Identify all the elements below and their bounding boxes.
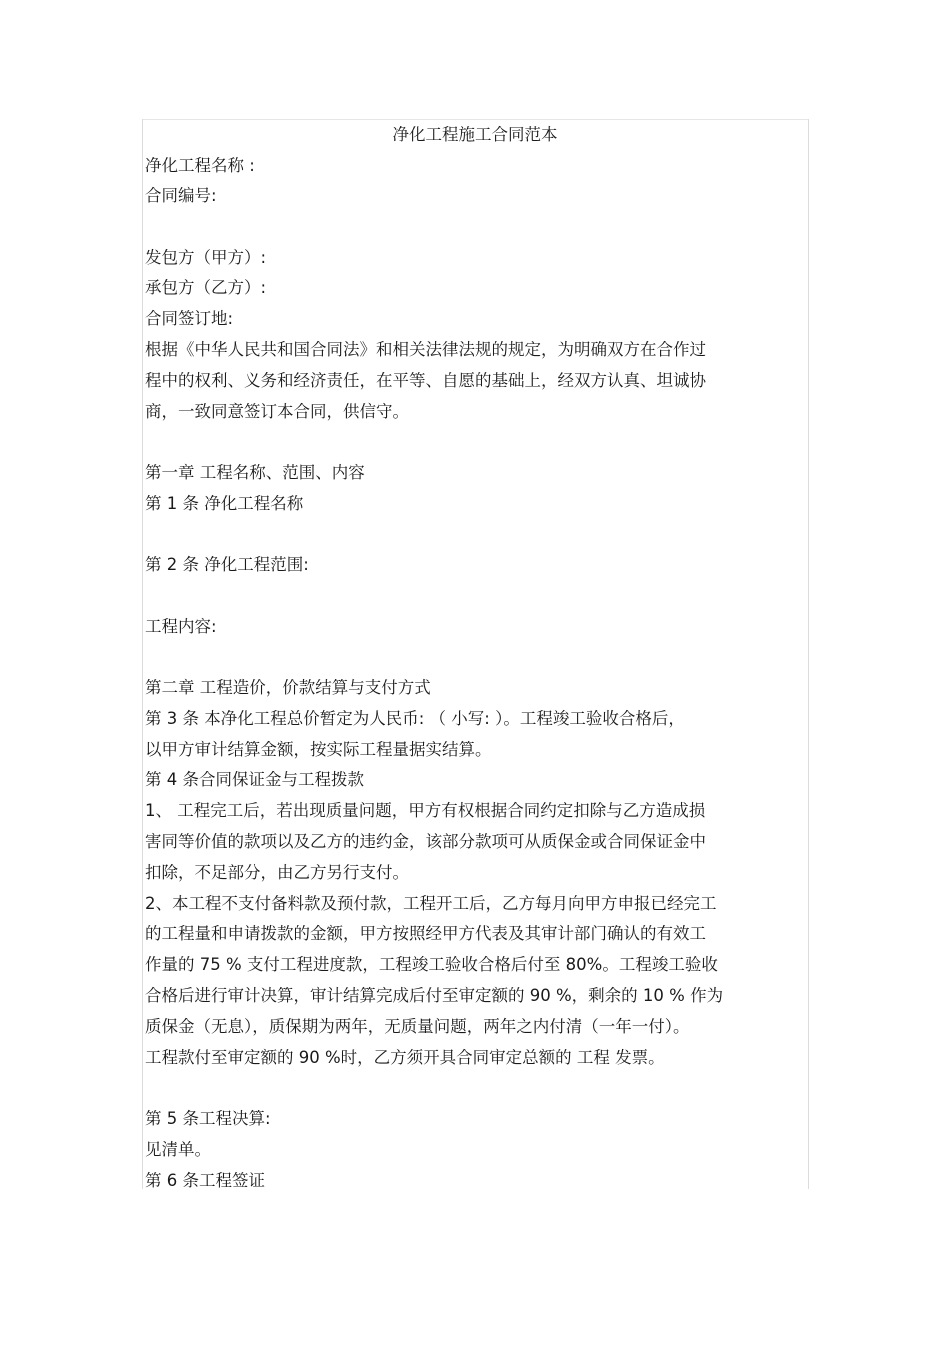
field-party-b: 承包方（乙方）: [145, 278, 267, 297]
clause-2-line: 质保金（无息），质保期为两年，无质量问题，两年之内付清（一年一付）。 [145, 1017, 690, 1036]
clause-2-line: 作量的 75 % 支付工程进度款，工程竣工验收合格后付至 80%。工程竣工验收 [145, 955, 718, 974]
preamble-line: 根据《中华人民共和国合同法》和相关法律法规的规定，为明确双方在合作过 [145, 340, 706, 359]
article-3-line: 第 3 条 本净化工程总价暂定为人民币: （ 小写: ）。工程竣工验收合格后， [145, 709, 685, 728]
field-signing-place: 合同签订地: [145, 309, 234, 328]
field-contract-number: 合同编号: [145, 186, 217, 205]
clause-2-line: 2、本工程不支付备料款及预付款，工程开工后，乙方每月向甲方申报已经完工 [145, 894, 717, 913]
clause-2-line: 工程款付至审定额的 90 %时，乙方须开具合同审定总额的 工程 发票。 [145, 1048, 665, 1067]
field-project-name: 净化工程名称 : [145, 156, 255, 175]
article-6-heading: 第 6 条工程签证 [145, 1171, 265, 1190]
clause-2-line: 的工程量和申请拨款的金额，甲方按照经甲方代表及其审计部门确认的有效工 [145, 924, 706, 943]
article-2: 第 2 条 净化工程范围: [145, 555, 309, 574]
article-1: 第 1 条 净化工程名称 [145, 494, 304, 513]
article-5-content: 见清单。 [145, 1140, 211, 1159]
clause-1-line: 扣除，不足部分，由乙方另行支付。 [145, 863, 409, 882]
article-4-heading: 第 4 条合同保证金与工程拨款 [145, 770, 364, 789]
chapter-2-heading: 第二章 工程造价，价款结算与支付方式 [145, 678, 431, 697]
article-5-heading: 第 5 条工程决算: [145, 1109, 271, 1128]
chapter-1-heading: 第一章 工程名称、范围、内容 [145, 463, 365, 482]
clause-1-line: 1、 工程完工后，若出现质量问题，甲方有权根据合同约定扣除与乙方造成损 [145, 801, 706, 820]
field-party-a: 发包方（甲方）: [145, 248, 267, 267]
preamble-line: 程中的权利、义务和经济责任，在平等、自愿的基础上，经双方认真、坦诚协 [145, 371, 706, 390]
article-3-line: 以甲方审计结算金额，按实际工程量据实结算。 [145, 740, 492, 759]
clause-2-line: 合格后进行审计决算，审计结算完成后付至审定额的 90 %，剩余的 10 % 作为 [145, 986, 724, 1005]
clause-1-line: 害同等价值的款项以及乙方的违约金，该部分款项可从质保金或合同保证金中 [145, 832, 706, 851]
preamble-line: 商，一致同意签订本合同，供信守。 [145, 402, 409, 421]
work-content-label: 工程内容: [145, 617, 217, 636]
document-title: 净化工程施工合同范本 [392, 125, 558, 144]
